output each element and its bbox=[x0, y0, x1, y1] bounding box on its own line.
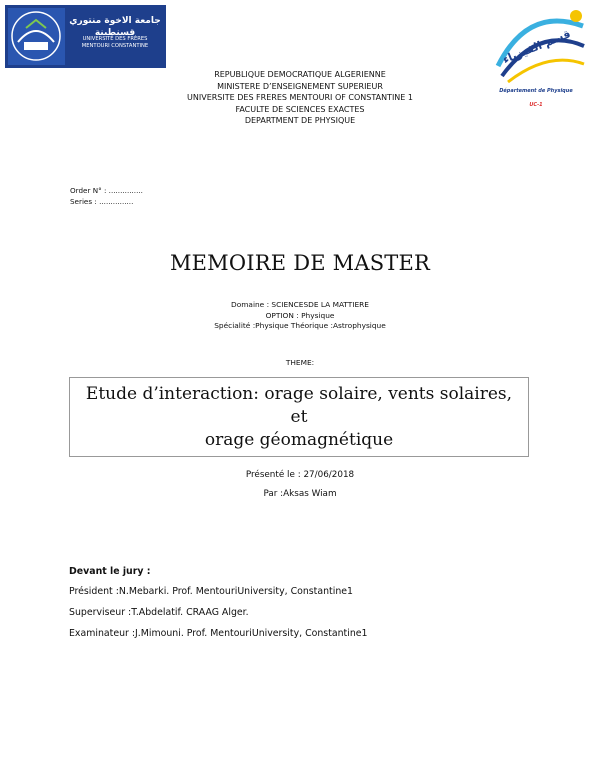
order-number: Order N° : ............... bbox=[70, 186, 143, 195]
domain-line: Domaine : SCIENCESDE LA MATTIERE bbox=[231, 300, 369, 309]
header-line-ministry: MINISTERE D’ENSEIGNEMENT SUPERIEUR bbox=[217, 81, 383, 91]
header-line-republic: REPUBLIQUE DEMOCRATIQUE ALGERIENNE bbox=[214, 70, 386, 79]
order-series-block bbox=[70, 186, 143, 207]
presentation-info bbox=[200, 466, 400, 504]
university-latin-name bbox=[67, 36, 163, 50]
jury-supervisor: Superviseur :T.Abdelatif. CRAAG Alger. bbox=[69, 607, 249, 618]
option-line: OPTION : Physique bbox=[265, 310, 335, 320]
university-name-line1: UNIVERSITÉ DES FRÈRES bbox=[82, 36, 148, 42]
theme-box bbox=[69, 377, 529, 457]
jury-president: Président :N.Mebarki. Prof. MentouriUniversity, Constantine1 bbox=[69, 586, 353, 597]
header-line-faculty: FACULTE DE SCIENCES EXACTES bbox=[235, 104, 365, 114]
university-arabic-name: جامعة الاخوة منتوري قسنطينة bbox=[69, 16, 161, 38]
theme-title-line1: Etude d’interaction: orage solaire, vents solaires, et bbox=[85, 383, 513, 427]
institution-header bbox=[150, 69, 450, 127]
specialty-line: Spécialité :Physique Théorique :Astrophysique bbox=[214, 321, 386, 331]
department-uc: UC-1 bbox=[529, 102, 543, 108]
header-line-university: UNIVERSITE DES FRERES MENTOURI OF CONSTANTINE 1 bbox=[187, 93, 413, 103]
department-name: Département de Physique bbox=[499, 88, 573, 94]
jury-examiner: Examinateur :J.Mimouni. Prof. MentouriUniversity, Constantine1 bbox=[69, 628, 368, 639]
theme-title bbox=[80, 383, 518, 452]
jury-title: Devant le jury : bbox=[69, 566, 151, 577]
page-title: MEMOIRE DE MASTER bbox=[169, 251, 431, 275]
presenter-name: Par :Aksas Wiam bbox=[263, 489, 337, 499]
department-logo bbox=[488, 6, 588, 106]
presentation-date: Présenté le : 27/06/2018 bbox=[245, 470, 355, 480]
physics-department-emblem-icon bbox=[488, 6, 588, 88]
domain-block bbox=[150, 300, 450, 332]
theme-title-line2: orage géomagnétique bbox=[204, 429, 394, 450]
theme-label: THEME: bbox=[285, 358, 315, 367]
header-line-department: DEPARTMENT DE PHYSIQUE bbox=[244, 116, 356, 126]
series-number: Series : ............... bbox=[70, 196, 134, 206]
university-logo bbox=[5, 5, 166, 68]
department-arabic-name: قسم الفيزياء bbox=[500, 27, 573, 67]
university-name-line2: MENTOURI CONSTANTINE bbox=[81, 43, 149, 49]
university-emblem-icon bbox=[8, 8, 65, 65]
